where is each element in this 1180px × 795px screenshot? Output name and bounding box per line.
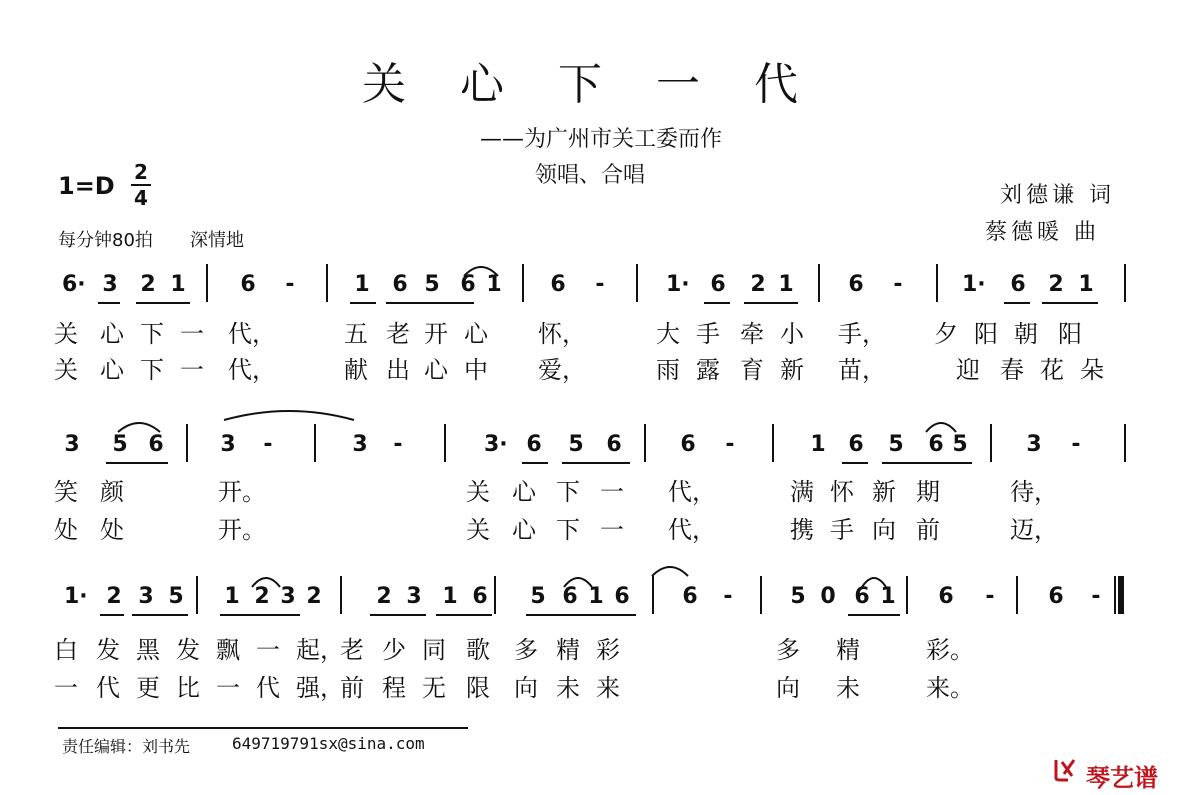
- lyric-verse-1: 期: [916, 478, 940, 506]
- score-note: -: [1091, 584, 1101, 609]
- lyric-verse-1: 发: [96, 636, 120, 664]
- score-note: 3: [138, 584, 154, 609]
- score-note: 6: [472, 584, 488, 609]
- score-note: 3: [352, 432, 368, 457]
- barline: [1124, 264, 1126, 302]
- score-note: 1: [442, 584, 458, 609]
- score-note: -: [263, 432, 273, 457]
- score-note: 3: [406, 584, 422, 609]
- score-note: -: [893, 272, 903, 297]
- lyric-verse-2: 心: [100, 356, 124, 384]
- lyric-verse-2: 心: [512, 516, 536, 544]
- score-note: 6·: [62, 272, 86, 297]
- beam-underline: [436, 614, 492, 616]
- lyric-verse-1: 老: [386, 320, 410, 348]
- lyric-verse-2: 一: [600, 516, 624, 544]
- lyric-verse-2: 育: [740, 356, 764, 384]
- lyric-verse-2: 程: [382, 674, 406, 702]
- score-note: 6: [1048, 584, 1064, 609]
- beam-underline: [100, 614, 124, 616]
- lyric-verse-2: 出: [386, 356, 410, 384]
- lyric-verse-1: 老: [340, 636, 364, 664]
- score-note: 5: [530, 584, 546, 609]
- lyric-verse-2: 未: [836, 674, 860, 702]
- editor-email: 649719791sx@sina.com: [232, 734, 425, 753]
- lyric-verse-1: 多: [514, 636, 538, 664]
- score-note: 5: [952, 432, 968, 457]
- score-note: 1: [1078, 272, 1094, 297]
- slur-mark: [116, 418, 162, 434]
- lyric-verse-2: 花: [1040, 356, 1064, 384]
- score-note: 1: [588, 584, 604, 609]
- barline: [644, 424, 646, 462]
- composer: 蔡德暖 曲: [985, 220, 1100, 245]
- lyric-verse-1: 黑: [136, 636, 160, 664]
- lyric-verse-2: 强，: [296, 674, 344, 702]
- score-note: 1: [354, 272, 370, 297]
- barline: [906, 576, 908, 614]
- score-note: 2: [254, 584, 270, 609]
- brand-name: 琴艺谱: [1086, 764, 1158, 792]
- performance-mode: 领唱、合唱: [534, 163, 645, 188]
- lyric-verse-2: 向: [872, 516, 896, 544]
- time-signature-bottom: 4: [134, 186, 148, 210]
- barline: [760, 576, 762, 614]
- beam-underline: [370, 614, 426, 616]
- lyric-verse-1: 起，: [296, 636, 344, 664]
- lyric-verse-1: 一: [180, 320, 204, 348]
- lyric-verse-2: 前: [340, 674, 364, 702]
- beam-underline: [220, 614, 300, 616]
- qinyipu-logo-icon: [1052, 756, 1082, 784]
- score-note: 1: [880, 584, 896, 609]
- score-note: 6: [1010, 272, 1026, 297]
- lyric-verse-2: 春: [1000, 356, 1024, 384]
- lyric-verse-2: 手: [830, 516, 854, 544]
- score-note: 5: [568, 432, 584, 457]
- lyric-verse-1: 新: [872, 478, 896, 506]
- beam-underline: [132, 614, 188, 616]
- barline: [326, 264, 328, 302]
- score-note: 6: [526, 432, 542, 457]
- score-note: 1: [486, 272, 502, 297]
- page-title: 关 心 下 一 代: [362, 59, 818, 110]
- lyric-verse-1: 笑: [54, 478, 78, 506]
- beam-underline: [522, 462, 548, 464]
- lyric-verse-1: 心: [100, 320, 124, 348]
- score-note: 6: [682, 584, 698, 609]
- score-note: 3: [102, 272, 118, 297]
- score-note: 6: [614, 584, 630, 609]
- barline: [636, 264, 638, 302]
- lyric-verse-2: 携: [790, 516, 814, 544]
- lyric-verse-1: 怀: [830, 478, 854, 506]
- beam-underline: [98, 302, 120, 304]
- score-note: 6: [938, 584, 954, 609]
- beam-underline: [526, 614, 636, 616]
- slur-mark: [462, 262, 500, 278]
- score-note: 6: [460, 272, 476, 297]
- barline: [186, 424, 188, 462]
- lyric-verse-2: 更: [136, 674, 160, 702]
- lyric-verse-1: 下: [140, 320, 164, 348]
- lyric-verse-1: 满: [790, 478, 814, 506]
- score-note: 1: [810, 432, 826, 457]
- slur-mark: [562, 573, 594, 589]
- score-note: 1: [170, 272, 186, 297]
- lyric-verse-1: 大: [656, 320, 680, 348]
- barline: [1114, 576, 1116, 614]
- lyric-verse-2: 一: [216, 674, 240, 702]
- key-signature: 1=D: [58, 172, 115, 200]
- score-note: 3: [64, 432, 80, 457]
- score-note: 1: [778, 272, 794, 297]
- barline: [818, 264, 820, 302]
- lyric-verse-1: 牵: [740, 320, 764, 348]
- score-note: 6: [680, 432, 696, 457]
- lyric-verse-1: 关: [54, 320, 78, 348]
- score-note: 6: [854, 584, 870, 609]
- lyric-verse-2: 苗，: [838, 356, 886, 384]
- score-note: 6: [550, 272, 566, 297]
- beam-underline: [744, 302, 798, 304]
- barline: [1016, 576, 1018, 614]
- score-note: 6: [562, 584, 578, 609]
- score-note: -: [393, 432, 403, 457]
- lyric-verse-2: 向: [776, 674, 800, 702]
- score-note: -: [1071, 432, 1081, 457]
- score-note: 1·: [666, 272, 690, 297]
- lyric-verse-2: 代: [256, 674, 280, 702]
- score-note: 5: [424, 272, 440, 297]
- score-note: -: [595, 272, 605, 297]
- lyric-verse-2: 迎: [956, 356, 980, 384]
- slur-mark: [222, 406, 356, 422]
- score-note: 6: [928, 432, 944, 457]
- lyric-verse-1: 精: [556, 636, 580, 664]
- lyric-verse-2: 前: [916, 516, 940, 544]
- lyric-verse-1: 心: [512, 478, 536, 506]
- lyric-verse-2: 爱，: [538, 356, 586, 384]
- lyric-verse-1: 夕: [934, 320, 958, 348]
- lyric-verse-1: 发: [176, 636, 200, 664]
- lyric-verse-1: 朝: [1014, 320, 1038, 348]
- lyric-verse-2: 未: [556, 674, 580, 702]
- slur-mark: [924, 418, 958, 434]
- lyric-verse-1: 手: [696, 320, 720, 348]
- lyric-verse-1: 白: [54, 636, 78, 664]
- lyric-verse-1: 开: [424, 320, 448, 348]
- lyric-verse-1: 彩: [596, 636, 620, 664]
- lyric-verse-2: 一: [54, 674, 78, 702]
- lyric-verse-2: 处: [100, 516, 124, 544]
- lyric-verse-2: 心: [424, 356, 448, 384]
- barline: [936, 264, 938, 302]
- time-signature: [130, 160, 152, 210]
- barline: [314, 424, 316, 462]
- lyric-verse-1: 同: [422, 636, 446, 664]
- lyric-verse-1: 下: [556, 478, 580, 506]
- lyric-verse-1: 开。: [218, 478, 266, 506]
- lyric-verse-1: 代，: [668, 478, 716, 506]
- lyric-verse-1: 彩。: [926, 636, 974, 664]
- lyric-verse-1: 阳: [1058, 320, 1082, 348]
- footer-divider: [58, 727, 468, 729]
- lyric-verse-1: 一: [256, 636, 280, 664]
- barline: [206, 264, 208, 302]
- lyric-verse-2: 关: [466, 516, 490, 544]
- beam-underline: [848, 614, 900, 616]
- lyric-verse-1: 关: [466, 478, 490, 506]
- beam-underline: [842, 462, 868, 464]
- score-note: 6: [848, 272, 864, 297]
- lyric-verse-2: 中: [464, 356, 488, 384]
- barline: [196, 576, 198, 614]
- score-note: 1: [224, 584, 240, 609]
- score-note: 3: [1026, 432, 1042, 457]
- barline: [1124, 424, 1126, 462]
- score-note: 6: [848, 432, 864, 457]
- lyric-verse-1: 代，: [228, 320, 276, 348]
- score-note: 6: [606, 432, 622, 457]
- score-note: 6: [148, 432, 164, 457]
- subtitle: ——为广州市关工委而作: [480, 127, 723, 152]
- score-note: 2: [750, 272, 766, 297]
- lyric-verse-2: 来。: [926, 674, 974, 702]
- beam-underline: [136, 302, 190, 304]
- score-note: 2: [376, 584, 392, 609]
- lyric-verse-2: 朵: [1080, 356, 1104, 384]
- score-note: 3: [280, 584, 296, 609]
- lyric-verse-1: 精: [836, 636, 860, 664]
- barline: [340, 576, 342, 614]
- expression-marking: 深情地: [190, 230, 244, 251]
- score-note: 5: [888, 432, 904, 457]
- score-note: 2: [140, 272, 156, 297]
- score-note: 5: [112, 432, 128, 457]
- lyric-verse-1: 阳: [974, 320, 998, 348]
- barline: [444, 424, 446, 462]
- slur-mark: [250, 573, 282, 589]
- lyric-verse-1: 怀，: [538, 320, 586, 348]
- lyric-verse-2: 新: [780, 356, 804, 384]
- slur-mark: [860, 573, 888, 589]
- score-note: 0: [820, 584, 836, 609]
- score-note: 2: [306, 584, 322, 609]
- lyric-verse-1: 小: [780, 320, 804, 348]
- score-note: 2: [1048, 272, 1064, 297]
- lyric-verse-1: 一: [600, 478, 624, 506]
- slur-mark: [650, 562, 690, 578]
- lyric-verse-2: 无: [422, 674, 446, 702]
- tempo-marking: 每分钟80拍: [58, 230, 153, 251]
- lyric-verse-2: 雨: [656, 356, 680, 384]
- beam-underline: [1004, 302, 1030, 304]
- lyric-verse-2: 代，: [668, 516, 716, 544]
- beam-underline: [386, 302, 474, 304]
- beam-underline: [704, 302, 730, 304]
- final-barline: [1118, 576, 1124, 614]
- lyric-verse-2: 下: [140, 356, 164, 384]
- lyric-verse-2: 代: [96, 674, 120, 702]
- lyric-verse-2: 限: [466, 674, 490, 702]
- lyric-verse-1: 手，: [838, 320, 886, 348]
- score-note: 3: [220, 432, 236, 457]
- lyric-verse-2: 向: [514, 674, 538, 702]
- score-note: 6: [710, 272, 726, 297]
- lyric-verse-1: 颜: [100, 478, 124, 506]
- beam-underline: [562, 462, 630, 464]
- lyricist: 刘德谦 词: [1000, 183, 1115, 208]
- lyric-verse-1: 飘: [216, 636, 240, 664]
- lyric-verse-2: 一: [180, 356, 204, 384]
- score-note: 5: [168, 584, 184, 609]
- score-note: 2: [106, 584, 122, 609]
- score-note: 1·: [64, 584, 88, 609]
- lyric-verse-1: 歌: [466, 636, 490, 664]
- score-note: 1·: [962, 272, 986, 297]
- lyric-verse-2: 迈，: [1010, 516, 1058, 544]
- barline: [522, 264, 524, 302]
- lyric-verse-2: 露: [696, 356, 720, 384]
- lyric-verse-1: 多: [776, 636, 800, 664]
- lyric-verse-2: 处: [54, 516, 78, 544]
- beam-underline: [350, 302, 376, 304]
- lyric-verse-1: 待，: [1010, 478, 1058, 506]
- lyric-verse-1: 五: [344, 320, 368, 348]
- score-note: 5: [790, 584, 806, 609]
- score-note: 6: [240, 272, 256, 297]
- beam-underline: [882, 462, 972, 464]
- lyric-verse-1: 少: [382, 636, 406, 664]
- lyric-verse-2: 下: [556, 516, 580, 544]
- barline: [990, 424, 992, 462]
- lyric-verse-2: 来: [596, 674, 620, 702]
- lyric-verse-2: 代，: [228, 356, 276, 384]
- score-note: -: [723, 584, 733, 609]
- lyric-verse-2: 开。: [218, 516, 266, 544]
- score-note: -: [985, 584, 995, 609]
- beam-underline: [1042, 302, 1098, 304]
- score-note: 6: [392, 272, 408, 297]
- score-note: 3·: [484, 432, 508, 457]
- lyric-verse-2: 比: [176, 674, 200, 702]
- time-signature-top: 2: [134, 160, 148, 184]
- barline: [772, 424, 774, 462]
- lyric-verse-2: 献: [344, 356, 368, 384]
- score-note: -: [285, 272, 295, 297]
- lyric-verse-1: 心: [464, 320, 488, 348]
- lyric-verse-2: 关: [54, 356, 78, 384]
- editor-credit: 责任编辑：刘书先: [62, 737, 191, 756]
- barline: [652, 576, 654, 614]
- score-note: -: [725, 432, 735, 457]
- barline: [494, 576, 496, 614]
- beam-underline: [106, 462, 168, 464]
